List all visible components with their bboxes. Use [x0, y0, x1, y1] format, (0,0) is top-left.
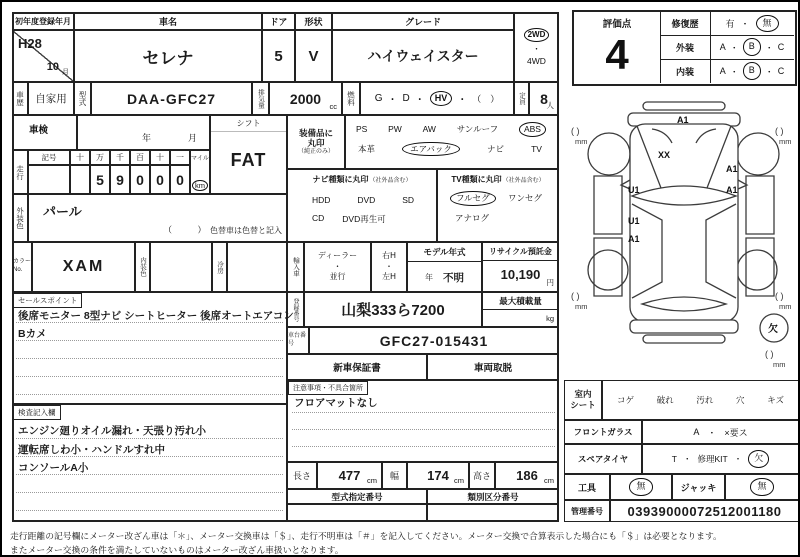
width-value: 174: [427, 468, 449, 483]
exterior-grade-c: C: [777, 42, 785, 52]
ruled-line: [16, 322, 283, 323]
height-unit: cm: [544, 476, 554, 485]
nav-dvd: DVD: [357, 195, 376, 205]
drive-type-box: [514, 12, 559, 82]
ruled-line: [16, 510, 283, 511]
shape-header: 形状: [295, 12, 332, 30]
mile-label: マイル: [191, 156, 209, 162]
spare-tire-value: [642, 444, 799, 474]
drive-2wd-circled: 2WD: [524, 28, 550, 42]
shaken-year-label: 年: [142, 133, 152, 143]
ruled-line: [16, 438, 283, 439]
removal-cell: 車両取脱: [427, 354, 559, 380]
jack-label: ジャッキ: [672, 474, 725, 500]
damage-left-rear-door: U1: [628, 216, 640, 226]
windshield-dot: ・: [707, 427, 717, 438]
reg-year: H28: [18, 36, 42, 51]
tools-label: 工具: [564, 474, 610, 500]
equip-airbag-circled: エアバック: [402, 142, 460, 157]
interior-grade-label: 内装: [675, 66, 694, 77]
model-year-unit: 年: [425, 272, 433, 282]
eval-dot: ・: [740, 19, 750, 29]
interior-color-label: 内装色: [135, 242, 150, 292]
registration-label: 登録番号: [287, 292, 304, 327]
classification-header: 類別区分番号: [427, 489, 559, 504]
length-unit: cm: [367, 476, 377, 485]
fuel-dot: ・: [457, 95, 468, 106]
ruled-line: [16, 376, 283, 377]
nav-header-sub: （社外品含む）: [369, 178, 412, 184]
mileage-digit: 5: [90, 165, 110, 194]
recycle-cell: [482, 242, 559, 292]
mileage-digit-header: 百: [130, 150, 150, 165]
reg-date-value: [12, 30, 74, 82]
eval-dot: ・: [729, 42, 739, 53]
windshield-value: [642, 420, 799, 444]
tools-value: [610, 474, 672, 500]
exterior-grade-label: 外装: [675, 42, 694, 53]
handle-right: 右H: [382, 251, 396, 261]
windshield-label: フロントガラス: [564, 420, 642, 444]
repair-no-circled: 無: [756, 15, 779, 32]
recycle-unit: 円: [546, 278, 554, 287]
equip-abs-circled: ABS: [519, 122, 546, 137]
rear-strip: [643, 335, 725, 343]
nav-type-cell: [287, 169, 437, 242]
seat-scratch: キズ: [767, 395, 784, 405]
management-no-label: 管理番号: [564, 500, 610, 522]
car-name-header: 車名: [74, 12, 262, 30]
drive-dot: ・: [532, 44, 541, 54]
rear-bumper: [630, 320, 738, 333]
importer-dealer-cell: [304, 242, 371, 292]
displacement-value: 2000: [289, 90, 322, 107]
history-label: 車歴: [12, 82, 28, 115]
handle-left: 左H: [382, 272, 396, 282]
interior-grade-b-circled: B: [743, 62, 761, 79]
height-label: 高さ: [469, 462, 495, 489]
sales-point-line2: Bカメ: [18, 328, 47, 340]
rear-right-wheel: [737, 250, 777, 290]
chassis-label: 車台番号: [287, 327, 309, 354]
seat-label-1: 室内: [574, 388, 592, 399]
capacity-label: 定員: [514, 82, 529, 115]
interior-color-value: [150, 242, 212, 292]
shift-cell: [210, 115, 287, 194]
equip-pw: PW: [388, 124, 402, 135]
car-name-value: セレナ: [74, 30, 262, 82]
eval-dot: ・: [764, 42, 774, 53]
capacity-value-cell: [529, 82, 559, 115]
type-designation-value: [287, 504, 427, 522]
mm-label: mm: [773, 360, 786, 369]
spare-kit: 修理KIT: [697, 454, 728, 464]
fuel-value-cell: [360, 82, 514, 115]
fuel-gas: G: [374, 93, 383, 104]
tv-header-sub: （社外品含む）: [502, 178, 545, 184]
model-year-label: モデル年式: [408, 243, 481, 262]
grade-header: グレード: [332, 12, 514, 30]
mileage-unit-cell: [190, 150, 210, 194]
seat-hole: 穴: [735, 395, 745, 405]
recycle-label: リサイクル預託金: [483, 243, 558, 261]
mileage-digit: [70, 165, 90, 194]
ruled-line: [16, 358, 283, 359]
damage-left-quarter: A1: [628, 234, 640, 244]
exterior-grade-value: [710, 35, 794, 59]
damage-right-front-door: A1: [726, 185, 738, 195]
spare-missing-mark: 欠: [768, 324, 778, 335]
sales-point-tab: セールスポイント: [13, 293, 82, 308]
color-change-paren: （ ）: [163, 225, 206, 235]
height-value-cell: [495, 462, 559, 489]
fuel-label: 燃料: [342, 82, 360, 115]
mileage-digit-header: 十: [150, 150, 170, 165]
damage-right-front: A1: [726, 164, 738, 174]
door-header: ドア: [262, 12, 295, 30]
mm-label: mm: [779, 302, 792, 311]
fuel-diesel: D: [402, 93, 410, 104]
damage-left-front-door: U1: [628, 185, 640, 195]
model-year-value-row: [408, 262, 481, 292]
shaken-month-label: 月: [188, 133, 198, 143]
spare-t: T: [671, 454, 677, 464]
max-load-label: 最大積載量: [483, 293, 558, 310]
mm-label: mm: [779, 137, 792, 146]
tv-fullseg-circled: フルセグ: [450, 191, 496, 206]
equip-navi: ナビ: [487, 143, 505, 154]
shape-value: V: [295, 30, 332, 82]
score-label: 評価点: [602, 19, 632, 30]
ruled-line: [292, 429, 555, 430]
displacement-unit: cc: [329, 102, 337, 111]
type-designation-header: 型式指定番号: [287, 489, 427, 504]
repair-history-label: 修復歴: [671, 19, 699, 29]
windshield-x: ×要ス: [724, 427, 748, 438]
notes-tab: 注意事項・不具合箇所: [288, 381, 368, 395]
spare-tire-label: スペアタイヤ: [564, 444, 642, 474]
mileage-digit-header: 十: [70, 150, 90, 165]
fuel-dot: ・: [387, 95, 398, 106]
seat-items-cell: [602, 380, 799, 420]
exterior-color-value: パール: [43, 204, 82, 219]
equip-leather: 本革: [358, 143, 376, 154]
ruled-line: [292, 412, 555, 413]
exterior-color-label: 外装色: [12, 194, 28, 242]
handle-cell: [371, 242, 407, 292]
equip-ps: PS: [356, 124, 368, 135]
color-change-note: 色替車は色替と記入: [210, 226, 282, 235]
width-label: 幅: [382, 462, 407, 489]
ruled-line: [16, 340, 283, 341]
equip-aw: AW: [422, 124, 436, 135]
ruled-line: [16, 394, 283, 395]
model-code-label: 型式: [74, 82, 91, 115]
nav-header-row: [288, 170, 436, 185]
footer-line1: 走行距離の記号欄にメーター改ざん車は「＊」、メーター交換車は「＄」、走行不明車は「＃」を記入してください。メーター交換で合算表示した場合にも「＄」は必要となります。: [10, 531, 722, 541]
nav-header: ナビ種類に丸印: [312, 175, 369, 184]
fuel-paren: （ ）: [472, 94, 500, 104]
ruled-line: [16, 456, 283, 457]
mileage-digit: 0: [130, 165, 150, 194]
displacement-value-cell: [269, 82, 342, 115]
nav-row1: [288, 185, 436, 205]
seat-burn: コゲ: [617, 395, 635, 405]
mm-label: mm: [575, 137, 588, 146]
mileage-digit: 0: [150, 165, 170, 194]
reg-date-header: 初年度登録年月: [12, 12, 74, 30]
spare-dot: ・: [682, 454, 692, 464]
nav-row2: [288, 205, 436, 225]
mileage-label: 走行: [12, 150, 28, 194]
ruled-line: [16, 474, 283, 475]
repair-yes: 有: [725, 19, 735, 29]
model-code-value: DAA-GFC27: [91, 82, 252, 115]
corner-bracket: ( ): [765, 349, 774, 359]
tv-type-cell: [437, 169, 559, 242]
fuel-dot: ・: [414, 95, 425, 106]
corner-bracket: ( ): [571, 126, 580, 136]
nav-sd: SD: [402, 195, 414, 205]
tv-oneseg: ワンセグ: [507, 193, 542, 204]
drive-4wd: 4WD: [527, 56, 546, 66]
mileage-digit-header: 万: [90, 150, 110, 165]
equipment-label-1: 装備品に: [298, 127, 333, 138]
equipment-row1: [346, 116, 558, 137]
repair-history-value: [710, 12, 794, 35]
registration-value: 山梨333ら7200: [304, 292, 482, 327]
equip-tv: TV: [531, 143, 542, 154]
corner-bracket: ( ): [775, 291, 784, 301]
jack-value: [725, 474, 799, 500]
tv-row2: [438, 206, 558, 224]
color-no-value: XAM: [32, 242, 135, 292]
mileage-symbol-header: 記号: [28, 150, 70, 165]
equipment-label-cell: [287, 115, 345, 169]
ruled-line: [292, 446, 555, 447]
tv-analog: アナログ: [455, 212, 490, 223]
front-right-wheel: [737, 133, 779, 175]
damage-hood: XX: [658, 150, 671, 160]
car-damage-diagram: [564, 92, 799, 382]
equip-sunroof: サンルーフ: [456, 124, 499, 135]
chassis-value: GFC27-015431: [309, 327, 559, 354]
model-year-cell: [407, 242, 482, 292]
equipment-row2: [346, 137, 558, 157]
fuel-hv-circled: HV: [430, 91, 453, 106]
tv-header-row: [438, 170, 558, 185]
spare-missing-circled: 欠: [748, 450, 769, 467]
notes-line1: フロアマットなし: [294, 397, 378, 409]
seat-stain: 汚れ: [696, 395, 714, 405]
mileage-symbol-value: [28, 165, 70, 194]
max-load-unit: kg: [546, 314, 554, 323]
mileage-digit: 0: [170, 165, 190, 194]
exterior-grade-b-circled: B: [743, 38, 761, 55]
car-body: [630, 124, 738, 322]
jack-none-circled: 無: [750, 478, 773, 495]
handle-dot: ・: [385, 261, 393, 271]
equipment-label-2: 丸印: [307, 138, 325, 149]
mileage-digit-header: 千: [110, 150, 130, 165]
capacity-unit: 人: [546, 101, 554, 110]
km-circled: km: [192, 180, 208, 191]
ruled-line: [16, 492, 283, 493]
history-value: 自家用: [28, 82, 74, 115]
displacement-label: 排気量: [252, 82, 269, 115]
length-value: 477: [338, 468, 361, 483]
model-year-value: 不明: [443, 271, 464, 284]
length-value-cell: [317, 462, 382, 489]
corner-bracket: ( ): [775, 126, 784, 136]
width-value-cell: [407, 462, 469, 489]
interior-grade-a: A: [719, 66, 726, 76]
eval-dot: ・: [729, 66, 739, 77]
mileage-digit-header: 一: [170, 150, 190, 165]
inspector-notes-tab: 検査記入欄: [13, 405, 61, 420]
length-label: 長さ: [287, 462, 317, 489]
importer-label: 輸入車: [287, 242, 304, 292]
management-no-value: 03939000072512001180: [610, 500, 799, 522]
damage-front-bumper: A1: [677, 115, 689, 125]
evaluation-box: [572, 10, 797, 86]
inspector-note-line1: エンジン廻りオイル漏れ・天張り汚れ小: [18, 425, 206, 437]
recycle-value: 10,190: [500, 266, 541, 282]
width-unit: cm: [454, 476, 464, 485]
front-left-wheel: [588, 133, 630, 175]
seat-label-cell: [564, 380, 602, 420]
reg-month: 10: [46, 61, 59, 73]
tv-header: TV種類に丸印: [451, 175, 502, 184]
seat-items-row: [603, 381, 798, 419]
shaken-value-cell: [77, 115, 210, 150]
equipment-label-sub: （純正のみ）: [297, 148, 334, 155]
equipment-items-cell: [345, 115, 559, 169]
color-no-label: カラーNo.: [12, 242, 32, 292]
ac-label: 冷房: [212, 242, 227, 292]
importer-dealer: ディーラー: [317, 251, 358, 261]
height-value: 186: [516, 468, 538, 483]
grade-value: ハイウェイスター: [332, 30, 514, 82]
interior-grade-value: [710, 59, 794, 83]
seat-label-2: シート: [570, 400, 596, 410]
classification-value: [427, 504, 559, 522]
inspector-note-line3: コンソールA小: [18, 462, 89, 474]
tools-none-circled: 無: [629, 478, 652, 495]
shaken-label-cell: [12, 115, 77, 150]
spare-dot: ・: [733, 454, 743, 464]
mm-label: mm: [575, 302, 588, 311]
sales-point-line1: 後席モニター 8型ナビ シートヒーター 後席オートエアコン: [18, 310, 294, 322]
footer-line2: またメーター交換の条件を満たしていないものはメーター改ざん車扱いとなります。: [10, 545, 344, 555]
mileage-digit: 9: [110, 165, 130, 194]
exterior-grade-a: A: [719, 42, 726, 52]
eval-dot: ・: [764, 66, 774, 77]
inspector-note-line2: 運転席しわ小・ハンドルすれ中: [18, 444, 165, 456]
exterior-color-cell: [28, 194, 287, 242]
corner-bracket: ( ): [571, 291, 580, 301]
tv-row1: [438, 185, 558, 206]
seat-tear: 破れ: [656, 395, 674, 405]
max-load-cell: [482, 292, 559, 327]
warranty-cell: 新車保証書: [287, 354, 427, 380]
importer-parallel: 並行: [329, 272, 346, 282]
capacity-value: 8: [540, 90, 548, 107]
nav-dvd-play: DVD再生可: [342, 214, 386, 224]
roof-strip: [643, 102, 725, 110]
door-value: 5: [262, 30, 295, 82]
score-value: 4: [605, 31, 629, 78]
interior-grade-c: C: [777, 66, 785, 76]
importer-dot: ・: [333, 261, 342, 271]
nav-hdd: HDD: [312, 195, 331, 205]
shift-label: シフト: [211, 116, 286, 132]
ac-value: [227, 242, 287, 292]
shift-value: FAT: [230, 149, 267, 170]
reg-month-unit: 月: [62, 69, 69, 76]
nav-cd: CD: [312, 213, 325, 223]
shaken-label: 車検: [29, 125, 49, 136]
windshield-a: A: [693, 427, 700, 437]
